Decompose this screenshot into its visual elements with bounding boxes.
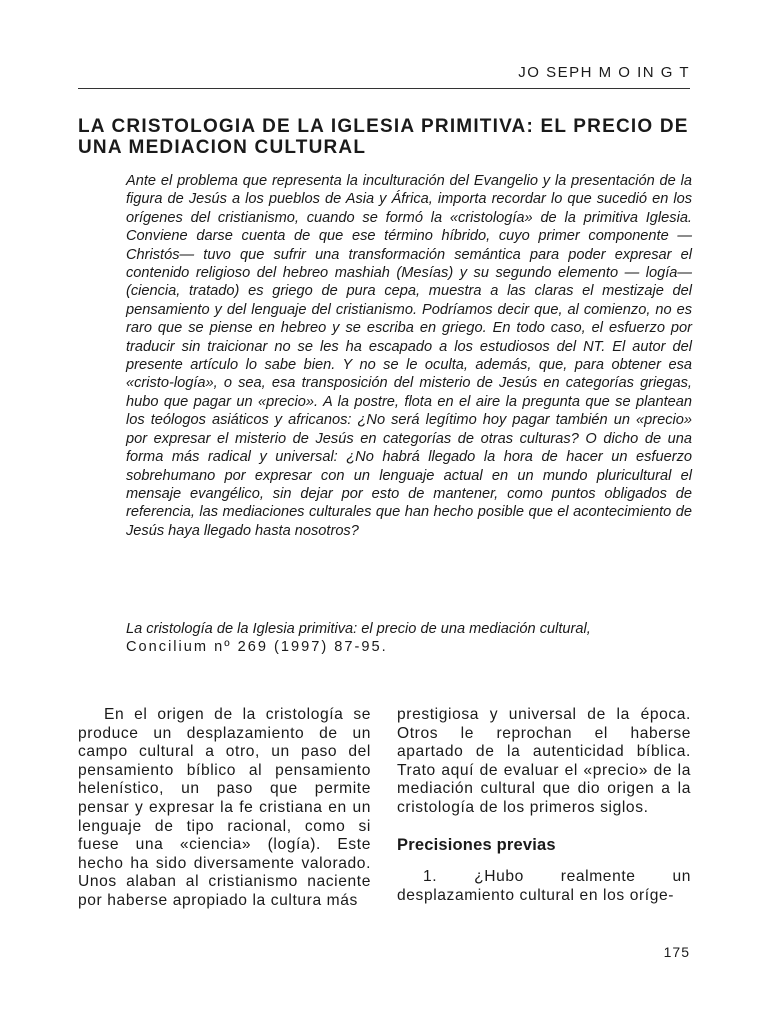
body-paragraph: En el origen de la cristología se produce un desplazamiento de un campo cultural a otro, un paso del pensamiento bíblico al pensamiento helenístico, un paso que permite pensar y expresar la fe cristiana en un lenguaje de tipo racional, como si fuese una «ciencia» (logía). Este hecho ha sido diversamente valorado. Unos alaban al cristianismo naciente por haberse apropiado la cultura más	[78, 706, 371, 909]
abstract-text: Ante el problema que representa la inculturación del Evangelio y la presentación de la figura de Jesús a los pueblos de Asia y África, importa recordar lo que sucedió en los orígenes del cristianismo, cuando se formó la «cristología» de la primitiva Iglesia. Conviene darse cuenta de que ese término híbrido, cuyo primer componente — Christós— tuvo que sufrir una transformación semántica para poder expresar el contenido religioso del hebreo mashiah (Mesías) y su segundo elemento — logía— (ciencia, tratado) es griego de pura cepa, muestra a las claras el mestizaje del pensamiento y del lenguaje del cristianismo. Podríamos decir que, al comienzo, no es raro que se piense en hebreo y se escriba en griego. En todo caso, el esfuerzo por traducir sin traicionar no se les ha escapado a los estudiosos del NT. El autor del presente artículo lo sabe bien. Y no se le oculta, además, que, para obtener esa «cristo-logía», o sea, esa transposición del misterio de Jesús en categorías griegas, hubo que pagar un «precio». A la postre, flota en el aire la pregunta que se plantean los teólogos asiáticos y africanos: ¿No será legítimo hoy pagar también un «precio» por expresar el misterio de Jesús en categorías de otras culturas? O dicho de una forma más radical y universal: ¿No habrá llegado la hora de hacer un esfuerzo sobrehumano por expresar con un lenguaje actual en un mundo pluricultural el mensaje evangélico, sin dejar por esto de mantener, como puntos obligados de referencia, las mediaciones culturales que han hecho posible que el acontecimiento de Jesús haya llegado hasta nosotros?	[126, 173, 692, 539]
running-head-author: JO SEPH M O IN G T	[518, 64, 690, 81]
article-citation	[126, 620, 692, 657]
page-number: 175	[663, 944, 690, 960]
article-abstract	[126, 172, 692, 540]
article-title: LA CRISTOLOGIA DE LA IGLESIA PRIMITIVA: EL PRECIO DE UNA MEDIACION CULTURAL	[78, 116, 689, 158]
citation-title: La cristología de la Iglesia primitiva: el precio de una mediación cultural,	[126, 621, 591, 637]
section-subheading: Precisiones previas	[397, 835, 556, 854]
body-column-right	[397, 706, 691, 905]
citation-reference: Concilium nº 269 (1997) 87-95.	[126, 639, 388, 656]
body-paragraph-continued: prestigiosa y universal de la época. Otros le reprochan el haberse apartado de la autenticidad bíblica. Trato aquí de evaluar el «precio» de la mediación cultural que dio origen a la cristología de los primeros siglos.	[397, 706, 691, 816]
body-column-left	[78, 706, 371, 911]
body-paragraph: 1. ¿Hubo realmente un desplazamiento cultural en los oríge-	[397, 868, 691, 904]
header-rule	[78, 88, 690, 89]
